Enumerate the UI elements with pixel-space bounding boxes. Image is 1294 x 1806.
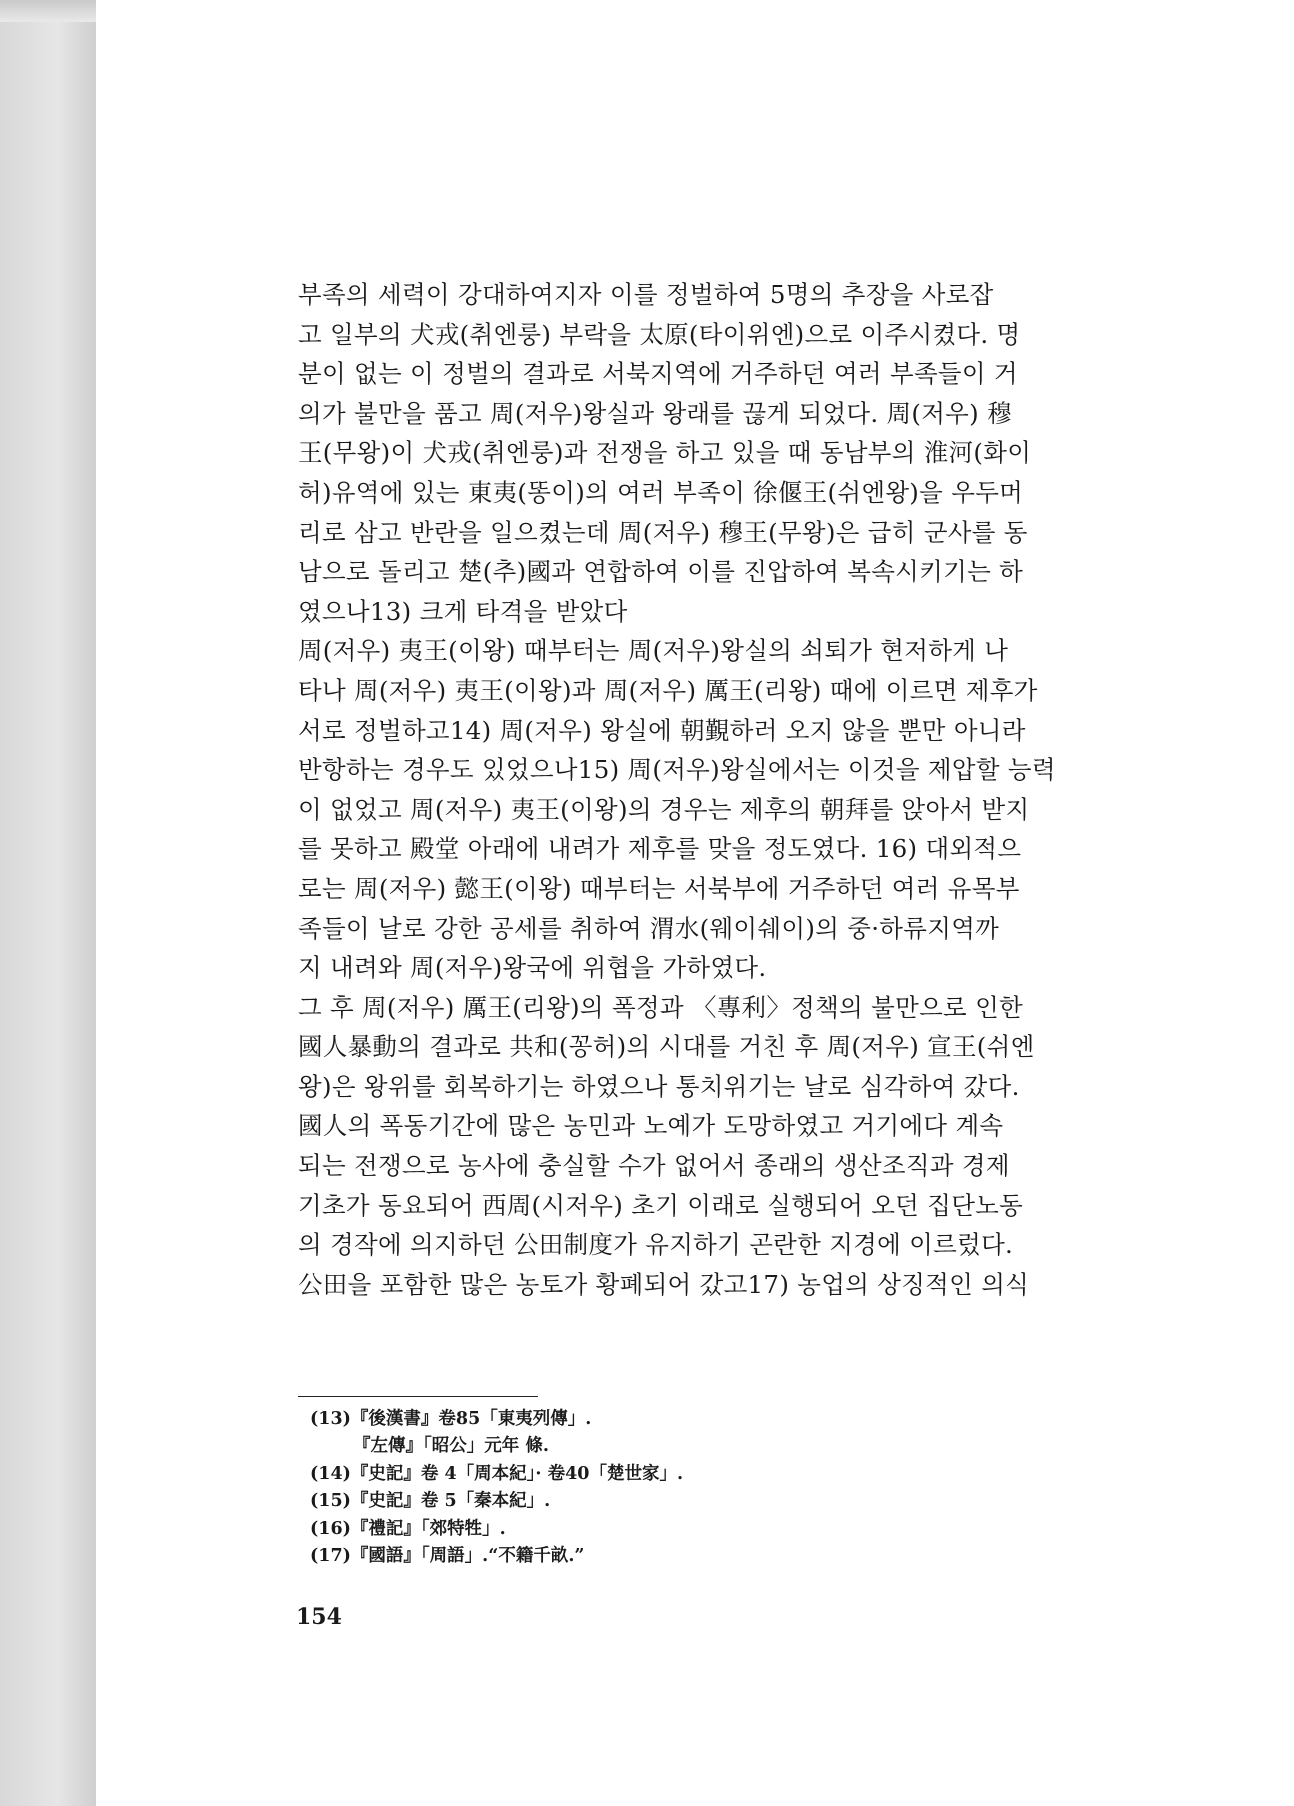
footnotes — [310, 1406, 1090, 1570]
text-line: 고 일부의 犬戎(취엔룽) 부락을 太原(타이위엔)으로 이주시켰다. 명 — [298, 319, 1021, 349]
text-line: 리로 삼고 반란을 일으켰는데 周(저우) 穆王(무왕)은 급히 군사를 동 — [298, 517, 1028, 547]
footnote-14: (14)『史記』卷 4「周本紀」· 卷40「楚世家」. — [310, 1463, 684, 1484]
text-line: 남으로 돌리고 楚(추)國과 연합하여 이를 진압하여 복속시키기는 하 — [298, 557, 1024, 587]
text-line: 왕)은 왕위를 회복하기는 하였으나 통치위기는 날로 심각하여 갔다. — [298, 1071, 1020, 1101]
text-line: 의 경작에 의지하던 公田制度가 유지하기 곤란한 지경에 이르렀다. — [298, 1230, 1014, 1260]
text-line: 公田을 포함한 많은 농토가 황폐되어 갔고17) 농업의 상징적인 의식 — [298, 1269, 1030, 1299]
text-line: 이 없었고 周(저우) 夷王(이왕)의 경우는 제후의 朝拜를 앉아서 받지 — [298, 794, 1030, 824]
text-line: 로는 周(저우) 懿王(이왕) 때부터는 서북부에 거주하던 여러 유목부 — [298, 873, 1020, 903]
text-line: 國人暴動의 결과로 共和(꽁허)의 시대를 거친 후 周(저우) 宣王(쉬엔 — [298, 1032, 1035, 1062]
footnote-divider — [298, 1396, 538, 1397]
text-line: 周(저우) 夷王(이왕) 때부터는 周(저우)왕실의 쇠퇴가 현저하게 나 — [298, 636, 1009, 666]
text-line: 지 내려와 周(저우)왕국에 위협을 가하였다. — [298, 953, 767, 983]
text-line: 를 못하고 殿堂 아래에 내려가 제후를 맞을 정도였다. 16) 대외적으 — [298, 834, 1022, 864]
text-line: 서로 정벌하고14) 周(저우) 왕실에 朝覲하러 오지 않을 뿐만 아니라 — [298, 715, 1026, 745]
text-line: 허)유역에 있는 東夷(똥이)의 여러 부족이 徐偃王(쉬엔왕)을 우두머 — [298, 477, 1024, 507]
footnote-15: (15)『史記』卷 5「秦本紀」. — [310, 1491, 551, 1512]
page-number: 154 — [296, 1604, 342, 1630]
text-line: 부족의 세력이 강대하여지자 이를 정벌하여 5명의 추장을 사로잡 — [298, 280, 994, 309]
text-line: 王(무왕)이 犬戎(취엔룽)과 전쟁을 하고 있을 때 동남부의 淮河(화이 — [298, 438, 1032, 468]
text-line: 였으나13) 크게 타격을 받았다 — [298, 596, 628, 626]
book-page-edge — [0, 0, 96, 1806]
text-line: 國人의 폭동기간에 많은 농민과 노예가 도망하였고 거기에다 계속 — [298, 1111, 1004, 1141]
text-line: 분이 없는 이 정벌의 결과로 서북지역에 거주하던 여러 부족들이 거 — [298, 359, 1018, 389]
footnote-13-continued: 『左傳』「昭公」元年 條. — [353, 1436, 549, 1457]
text-line: 되는 전쟁으로 농사에 충실할 수가 없어서 종래의 생산조직과 경제 — [298, 1151, 1010, 1181]
footnote-13: (13)『後漢書』卷85「東夷列傳」. — [310, 1409, 592, 1429]
text-line: 그 후 周(저우) 厲王(리왕)의 폭정과 〈專利〉정책의 불만으로 인한 — [298, 992, 1024, 1022]
text-line: 기초가 동요되어 西周(시저우) 초기 이래로 실행되어 오던 집단노동 — [298, 1190, 1024, 1220]
body-text — [298, 275, 1114, 1304]
text-line: 족들이 날로 강한 공세를 취하여 渭水(웨이쉐이)의 중·하류지역까 — [298, 913, 1000, 943]
footnote-16: (16)『禮記』「郊特牲」. — [310, 1518, 506, 1539]
text-line: 타나 周(저우) 夷王(이왕)과 周(저우) 厲王(리왕) 때에 이르면 제후가 — [298, 675, 1038, 705]
text-line: 의가 불만을 품고 周(저우)왕실과 왕래를 끊게 되었다. 周(저우) 穆 — [298, 398, 1012, 428]
footnote-17: (17)『國語』「周語」.“不籍千畝.” — [310, 1546, 585, 1567]
text-line: 반항하는 경우도 있었으나15) 周(저우)왕실에서는 이것을 제압할 능력 — [298, 755, 1056, 785]
